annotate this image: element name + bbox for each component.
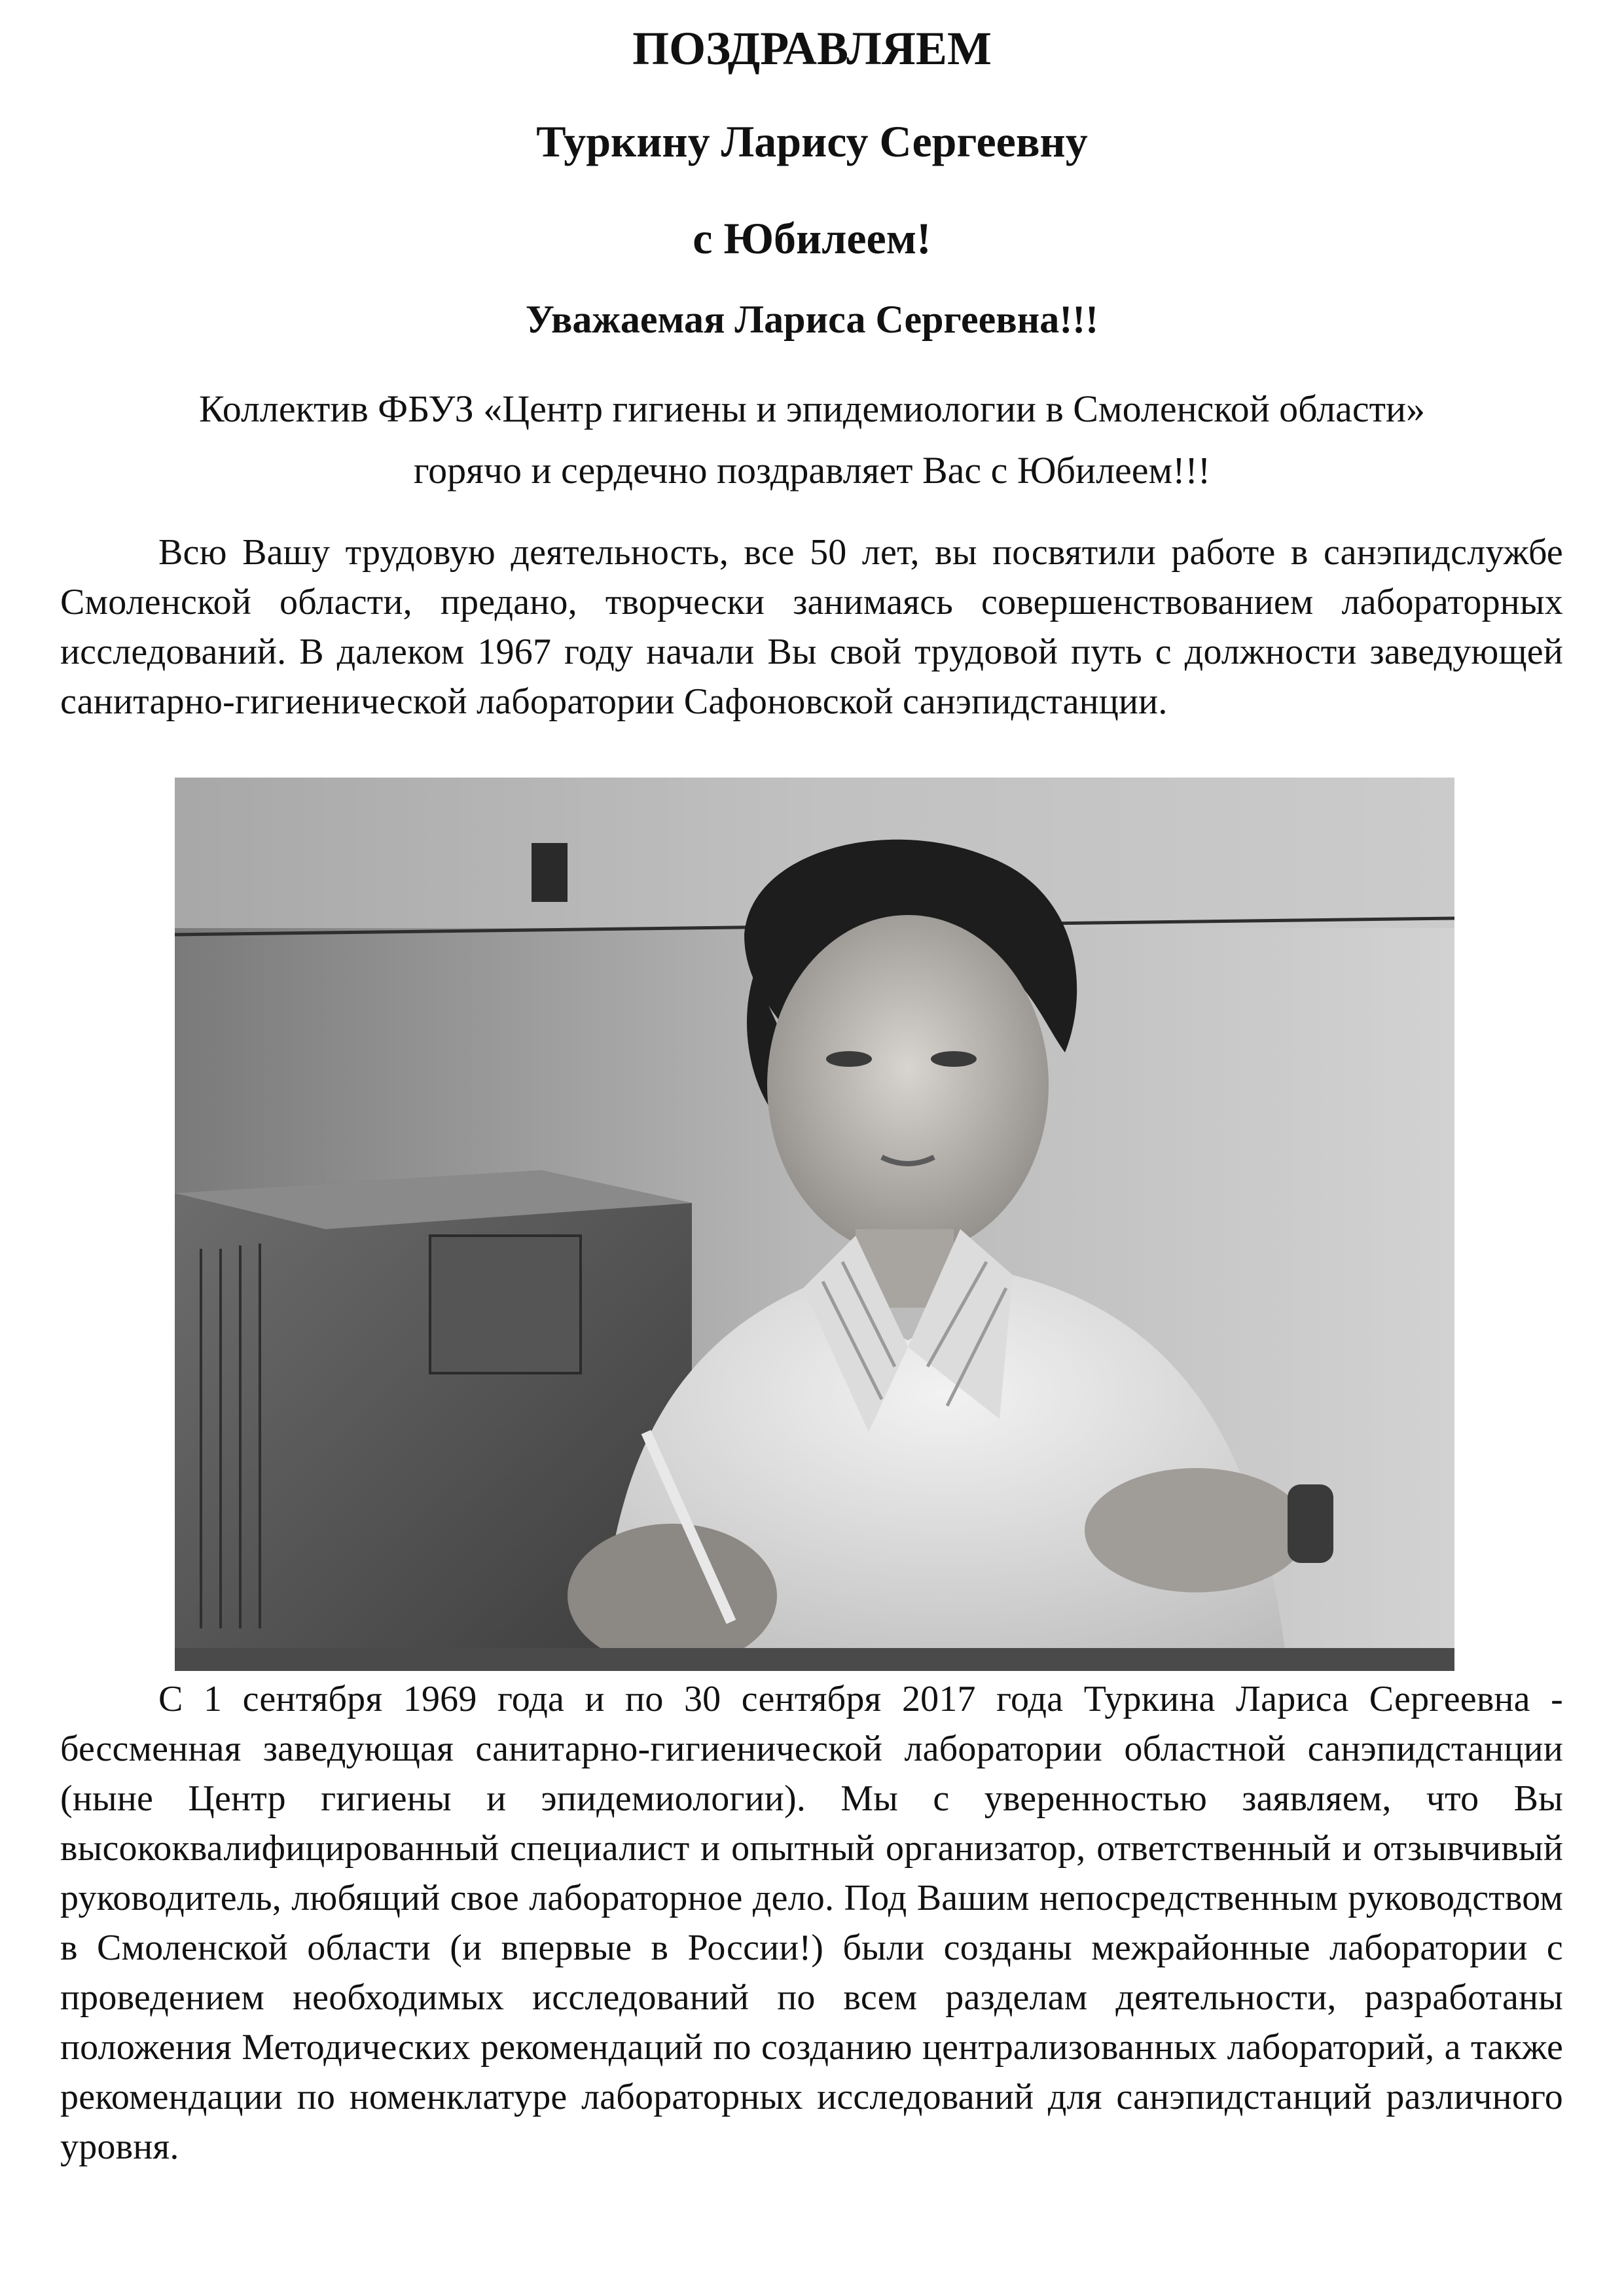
intro-line-2: горячо и сердечно поздравляет Вас с Юбилеем!!! — [413, 449, 1211, 492]
paragraph-career-achievements: С 1 сентября 1969 года и по 30 сентября 2017 года Туркина Лариса Сергеевна - бессменная заведующая санитарно-гигиенической лаборатории областной санэпидстанции (ныне Центр гигиены и эпидемиологии). Мы с уверенностью заявляем, что Вы высококвалифицированный специалист и опытный организатор, ответственный и отзывчивый руководитель, любящий свое лабораторное дело. Под Вашим непосредственным руководством в Смоленской области (и впервые в России!) были созданы межрайонные лаборатории с проведением необходимых исследований по всем разделам деятельности, разработаны положения Методических рекомендаций по созданию централизованных лабораторий, а также рекомендации по номенклатуре лабораторных исследований для санэпидстанций различного уровня. — [60, 1679, 1563, 2167]
greeting: Уважаемая Лариса Сергеевна!!! — [525, 298, 1099, 341]
paragraph-career-start: Всю Вашу трудовую деятельность, все 50 лет, вы посвятили работе в санэпидслужбе Смоленской области, предано, творчески занимаясь совершенствованием лабораторных исследований. В далеком 1967 году начали Вы свой трудовой путь с должности заведующей санитарно-гигиенической лаборатории Сафоновской санэпидстанции. — [60, 532, 1563, 722]
heading-congratulate: ПОЗДРАВЛЯЕМ — [632, 22, 992, 75]
portrait-photo — [175, 778, 1454, 1671]
intro-line-1: Коллектив ФБУЗ «Центр гигиены и эпидемиологии в Смоленской области» — [198, 387, 1426, 430]
heading-name: Туркину Ларису Сергеевну — [536, 117, 1088, 166]
heading-jubilee: с Юбилеем! — [693, 213, 931, 263]
